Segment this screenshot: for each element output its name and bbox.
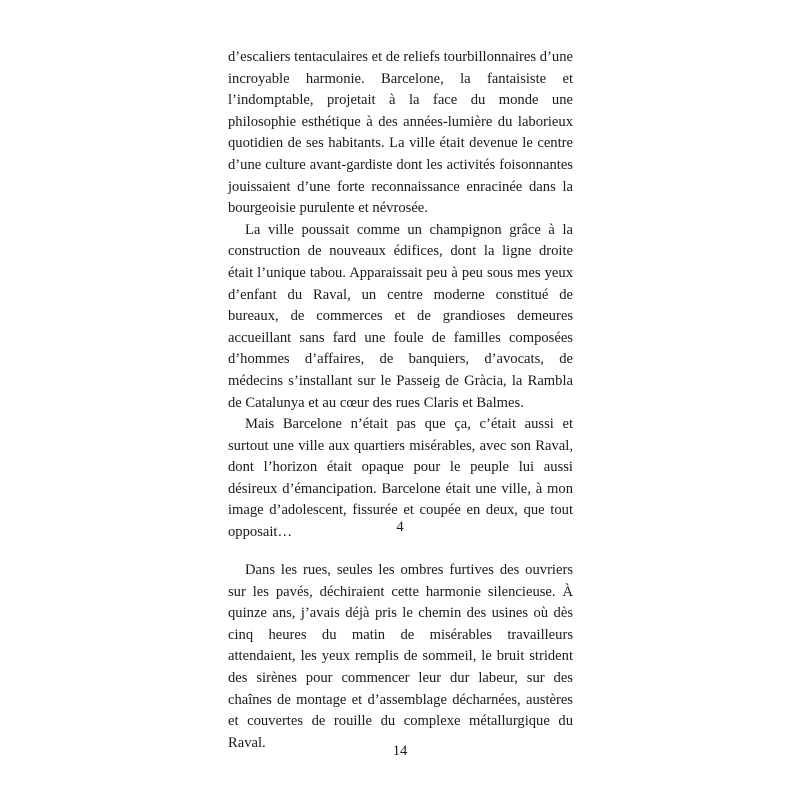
chapter-number: 4 [396,519,404,535]
body-text-top [228,47,573,544]
paragraph-4: Dans les rues, seules les ombres furtives des ouvriers sur les pavés, déchiraient cette harmonie silencieuse. À quinze ans, j’avais déjà pris le chemin des usines où dès cinq heures du matin de misérables travailleurs attendaient, les yeux remplis de sommeil, le bruit strident des sirènes pour commencer leur dur labeur, sur des chaînes de montage et d’assemblage décharnées, austères et couvertes de rouille du complexe métallurgique du Raval. [228,562,573,751]
page-number: 14 [392,743,408,759]
paragraph-1: d’escaliers tentaculaires et de reliefs tourbillonnaires d’une incroyable harmonie. Barcelone, la fantaisiste et l’indomptable, projetait à la face du monde une philosophie esthétique à des années-lumière du laborieux quotidien de ses habitants. La ville était devenue le centre d’une culture avant-gardiste dont les activités foisonnantes jouissaient d’une forte reconnaissance enracinée dans la bourgeoisie purulente et névrosée. [228,49,573,217]
body-text-bottom [228,560,573,754]
paragraph-3: Mais Barcelone n’était pas que ça, c’était aussi et surtout une ville aux quartiers misérables, avec son Raval, dont l’horizon était opaque pour le peuple lui aussi désireux d’émancipation. Barcelone était une ville, à mon image d’adolescent, fissurée et coupée en deux, que tout opposait… [228,416,573,541]
paragraph-2: La ville poussait comme un champignon grâce à la construction de nouveaux édifices, dont la ligne droite était l’unique tabou. Apparaissait peu à peu sous mes yeux d’enfant du Raval, un centre moderne constitué de bureaux, de commerces et de grandioses demeures accueillant sans fard une foule de familles composées d’hommes d’affaires, de banquiers, d’avocats, de médecins s’installant sur le Passeig de Gràcia, la Rambla de Catalunya et au cœur des rues Claris et Balmes. [228,221,573,411]
